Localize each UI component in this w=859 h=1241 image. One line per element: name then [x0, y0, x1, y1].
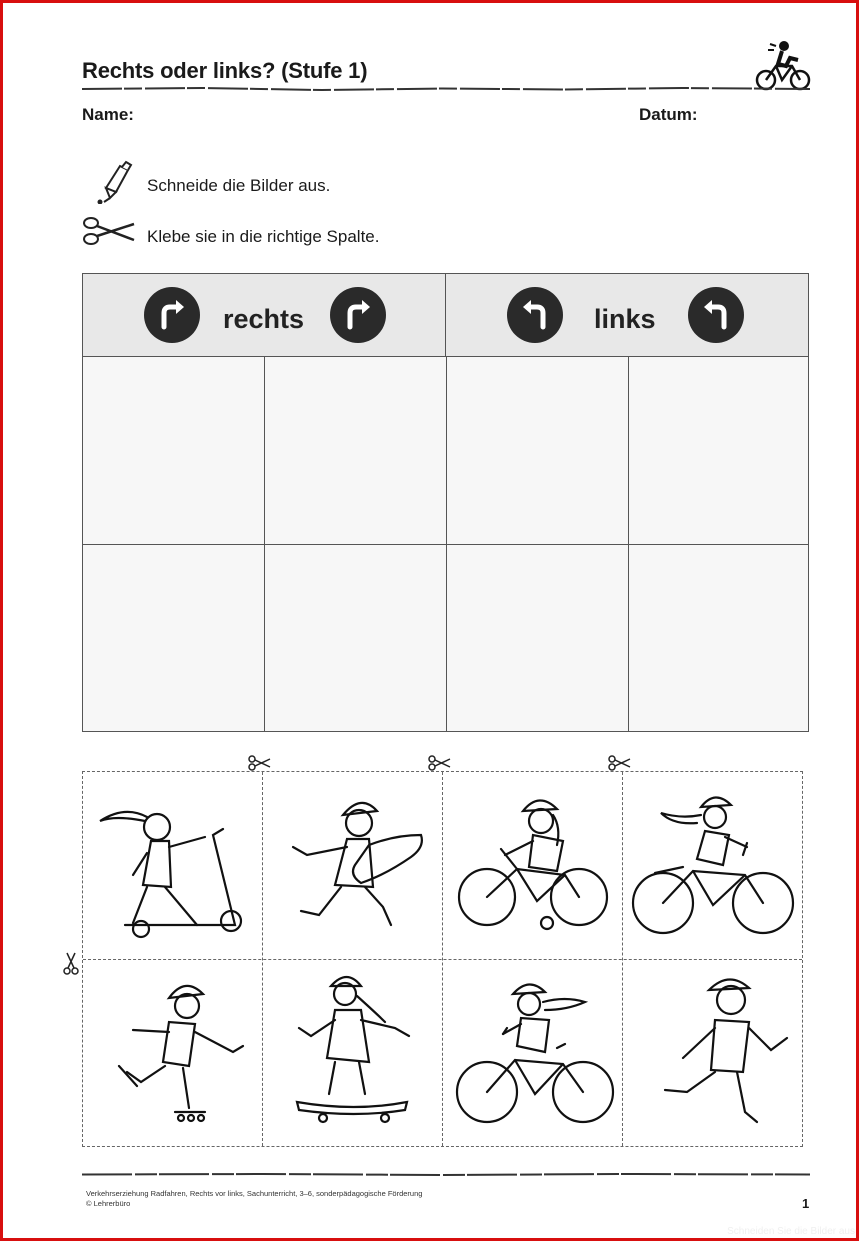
drop-cell-links[interactable]: [447, 357, 628, 544]
page-number: 1: [802, 1196, 810, 1211]
footer-line-1: Verkehrserziehung Radfahren, Rechts vor links, Sachunterricht, 3–6, sonderpädagogische Förderung: [86, 1189, 423, 1198]
instruction-glue: Klebe sie in die richtige Spalte.: [147, 227, 380, 246]
scissors-icon: [427, 754, 451, 772]
column-header-rechts: [83, 274, 446, 357]
scissors-icon: [607, 754, 631, 772]
column-label-links: links: [594, 304, 656, 334]
instruction-cut: Schneide die Bilder aus.: [147, 176, 331, 195]
turn-right-arrow-icon: [144, 287, 200, 343]
column-label-rechts: rechts: [223, 304, 305, 334]
scissors-icon: [62, 952, 80, 976]
watermark: Schneiden Sie die Bilder aus: [727, 1226, 855, 1237]
cut-line: [83, 959, 802, 960]
child-with-skateboard-picture[interactable]: [265, 775, 443, 958]
girl-on-bicycle-picture[interactable]: [445, 962, 623, 1145]
drop-cell-links[interactable]: [629, 357, 808, 544]
girl-on-bicycle-with-training-wheels-picture[interactable]: [445, 775, 623, 958]
boy-running-picture[interactable]: [625, 962, 803, 1145]
date-label: Datum:: [639, 105, 698, 124]
column-header-links: [446, 274, 808, 357]
sorting-table: [82, 273, 809, 732]
drop-cell-rechts[interactable]: [83, 545, 264, 731]
cutout-sheet: [82, 771, 803, 1147]
drop-cell-links[interactable]: [447, 545, 628, 731]
cyclist-logo-icon: [754, 36, 812, 92]
scissors-icon: [247, 754, 271, 772]
footer-line-2: © Lehrerbüro: [86, 1199, 131, 1208]
worksheet-title: Rechts oder links? (Stufe 1): [82, 58, 368, 83]
turn-left-arrow-icon: [688, 287, 744, 343]
scissors-icon: [82, 214, 136, 248]
drop-cell-rechts[interactable]: [265, 357, 446, 544]
footer-rule: [82, 1172, 810, 1177]
footer-credits: [86, 1189, 422, 1209]
girl-on-skateboard-picture[interactable]: [265, 962, 443, 1145]
turn-right-arrow-icon: [330, 287, 386, 343]
drop-cell-rechts[interactable]: [83, 357, 264, 544]
girl-on-kick-scooter-picture[interactable]: [85, 775, 263, 958]
name-label: Name:: [82, 105, 134, 124]
drop-cell-links[interactable]: [629, 545, 808, 731]
title-underline: [82, 86, 810, 92]
turn-left-arrow-icon: [507, 287, 563, 343]
drop-cell-rechts[interactable]: [265, 545, 446, 731]
glue-tube-icon: [86, 158, 134, 204]
boy-on-inline-skates-picture[interactable]: [85, 962, 263, 1145]
girl-on-bicycle-picture[interactable]: [625, 775, 803, 958]
